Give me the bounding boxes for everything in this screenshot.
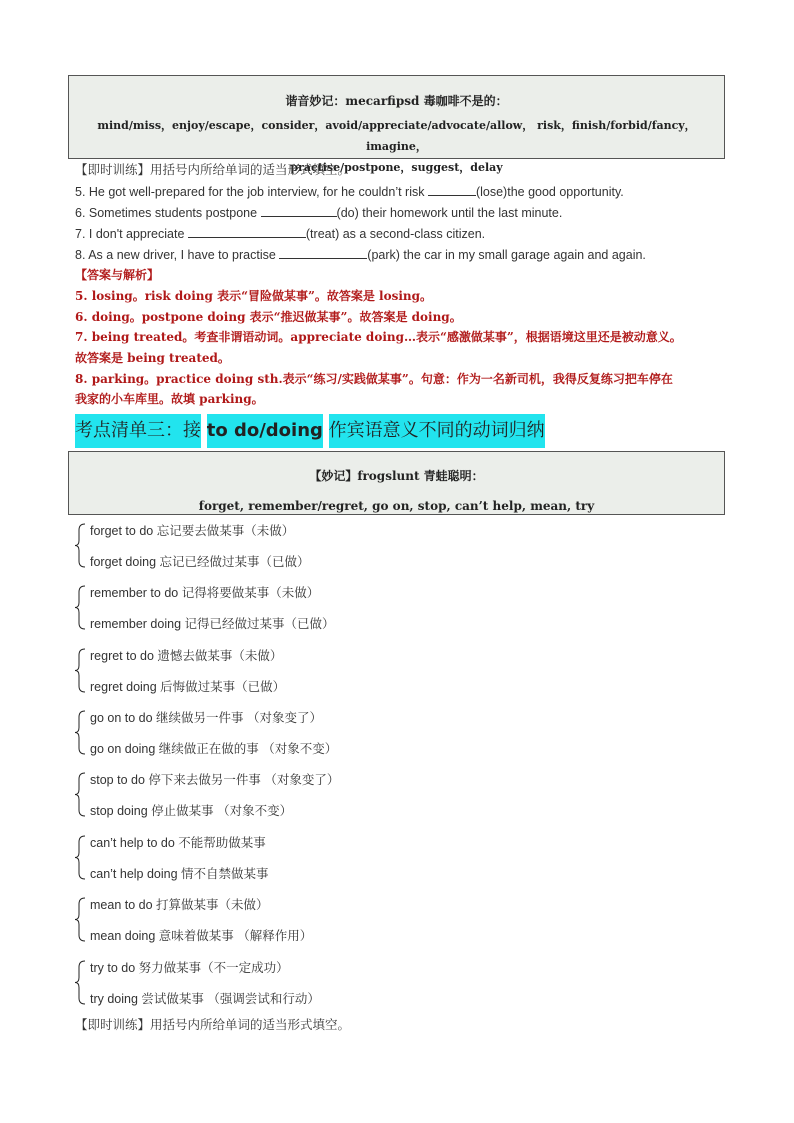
brace-icon (74, 835, 86, 880)
mnemonic-box-2-verbs: forget, remember/regret, go on, stop, can’t help, mean, try (198, 499, 595, 513)
brace-icon (74, 772, 86, 817)
brace-icon (74, 897, 86, 942)
verb-pair-first: regret to do 遗憾去做某事（未做） (90, 649, 283, 663)
verb-pair-second: forget doing 忘记已经做过某事（已做） (90, 555, 310, 569)
verb-pair-first: go on to do 继续做另一件事 （对象变了） (90, 711, 323, 725)
brace-icon (74, 960, 86, 1005)
brace-icon (74, 648, 86, 693)
answer-5: 5. losing。risk doing 表示“冒险做某事”。故答案是 losing。 (75, 289, 433, 303)
question-6-before: 6. Sometimes students postpone (75, 206, 261, 220)
section-heading (75, 414, 545, 448)
practice-2-label: 【即时训练】用括号内所给单词的适当形式填空。 (75, 1018, 351, 1032)
answer-6: 6. doing。postpone doing 表示“推迟做某事”。故答案是 doing。 (75, 310, 462, 324)
question-5 (75, 184, 624, 200)
verb-pair-first: remember to do 记得将要做某事（未做） (90, 586, 320, 600)
question-8-after: (park) the car in my small garage again and again. (367, 248, 646, 262)
mnemonic-box-2 (68, 451, 725, 515)
question-5-after: (lose)the good opportunity. (475, 185, 624, 199)
verb-pair-second: remember doing 记得已经做过某事（已做） (90, 617, 335, 631)
verb-pair-first: forget to do 忘记要去做某事（未做） (90, 524, 295, 538)
brace-icon (74, 523, 86, 568)
question-7-blank[interactable] (188, 226, 306, 238)
verb-pair-second: can’t help doing 情不自禁做某事 (90, 867, 269, 881)
answers-title: 【答案与解析】 (75, 268, 160, 282)
answer-7: 7. being treated。考查非谓语动词。appreciate doing…表示“感激做某事”，根据语境这里还是被动意义。 (75, 330, 682, 344)
verb-pair-second: try doing 尝试做某事 （强调尝试和行动） (90, 992, 320, 1006)
question-7 (75, 226, 485, 242)
section-heading-part2: to do/doing (207, 414, 323, 448)
answer-7-cont: 故答案是 being treated。 (75, 351, 230, 365)
verb-pair-first: stop to do 停下来去做另一件事 （对象变了） (90, 773, 340, 787)
mnemonic-box-2-title: 【妙记】frogslunt 青蛙聪明： (309, 469, 484, 483)
question-7-before: 7. I don't appreciate (75, 227, 188, 241)
answer-8-cont: 我家的小车库里。故填 parking。 (75, 392, 264, 406)
question-8-blank[interactable] (279, 247, 367, 259)
question-8-before: 8. As a new driver, I have to practise (75, 248, 280, 262)
verb-pair-first: can’t help to do 不能帮助做某事 (90, 836, 266, 850)
question-5-before: 5. He got well-prepared for the job interview, for he couldn’t risk (75, 185, 428, 199)
question-8 (75, 247, 646, 263)
mnemonic-box-1-title: 谐音妙记：mecarfipsd 毒咖啡不是的： (285, 94, 508, 108)
question-6-blank[interactable] (261, 205, 337, 217)
mnemonic-box-1-verbs-cont: practise/postpone，suggest，delay (290, 161, 503, 174)
brace-icon (74, 585, 86, 630)
verb-pair-second: mean doing 意味着做某事 （解释作用） (90, 929, 313, 943)
verb-pair-second: go on doing 继续做正在做的事 （对象不变） (90, 742, 338, 756)
section-heading-part3: 作宾语意义不同的动词归纳 (329, 414, 545, 448)
verb-pair-first: mean to do 打算做某事（未做） (90, 898, 269, 912)
answer-8: 8. parking。practice doing sth.表示“练习/实践做某事”。句意：作为一名新司机，我得反复练习把车停在 (75, 372, 673, 386)
question-5-blank[interactable] (428, 184, 476, 196)
mnemonic-box-1-verbs: mind/miss，enjoy/escape，consider，avoid/appreciate/advocate/allow， risk，finish/forbid/fancy，imagine， (97, 119, 696, 153)
brace-icon (74, 710, 86, 755)
question-7-after: (treat) as a second-class citizen. (305, 227, 486, 241)
verb-pair-second: regret doing 后悔做过某事（已做） (90, 680, 286, 694)
section-heading-part1: 考点清单三：接 (75, 414, 201, 448)
practice-1-label: 【即时训练】用括号内所给单词的适当形式填空。 (75, 163, 351, 177)
verb-pair-second: stop doing 停止做某事 （对象不变） (90, 804, 293, 818)
verb-pair-first: try to do 努力做某事（不一定成功） (90, 961, 289, 975)
question-6 (75, 205, 562, 221)
question-6-after: (do) their homework until the last minute. (336, 206, 563, 220)
